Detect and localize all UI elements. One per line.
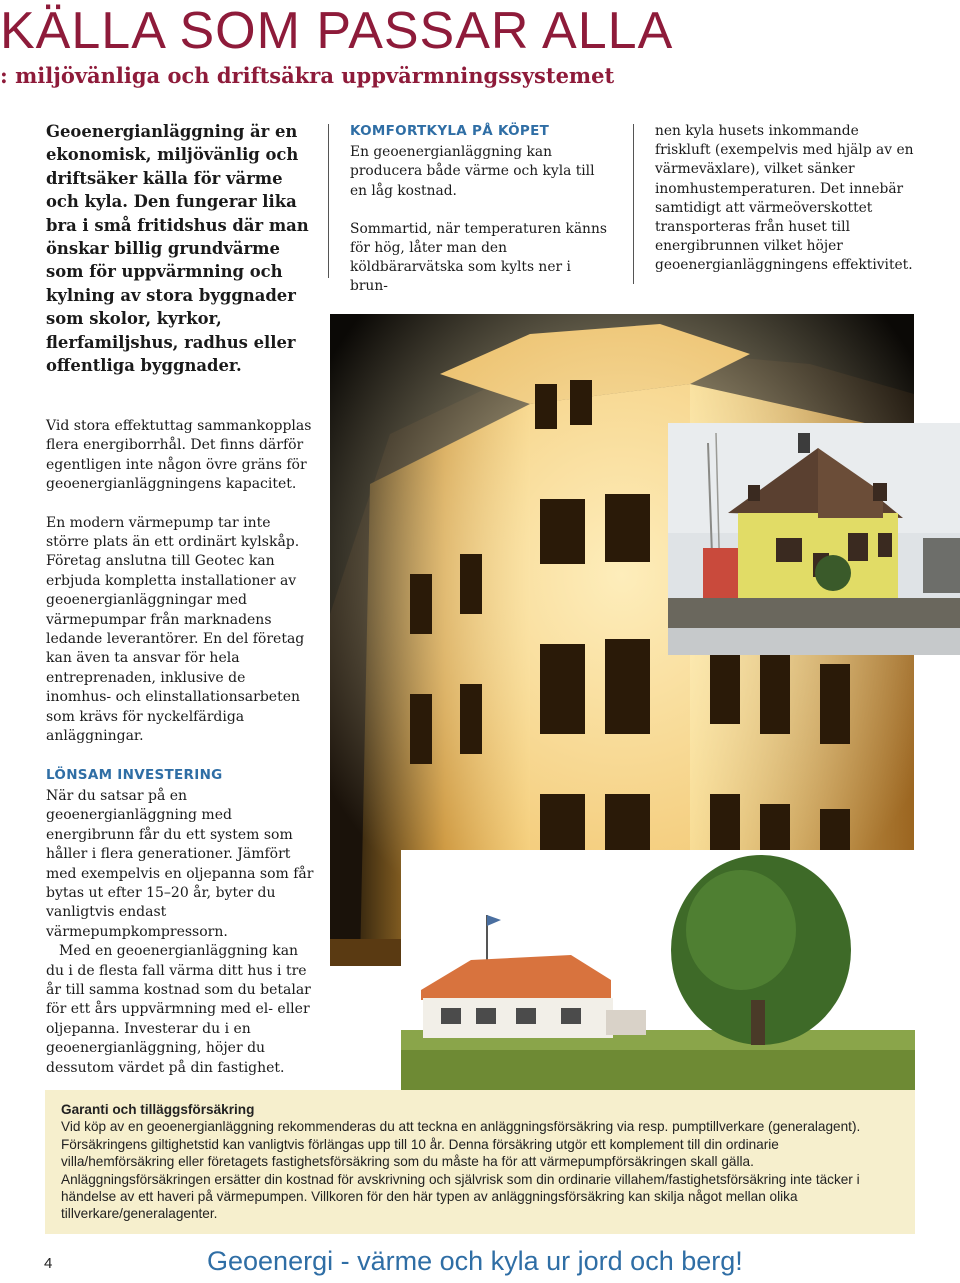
- lead-paragraph: Geoenergianläggning är en ekonomisk, miljövänlig och driftsäker källa för värme och kyla. Den fungerar lika bra i små fritidshus där man önskar billig grundvärme som för uppvärmning och kylning av stora byggnader som skolor, kyrkor, flerfamiljshus, radhus eller offentliga byggnader.: [46, 122, 309, 376]
- column-divider-left: [328, 124, 329, 278]
- yellow-house-illustration: [668, 423, 960, 655]
- column-2: [350, 122, 612, 316]
- col1-paragraph-3: När du satsar på en geoenergianläggning med energibrunn får du ett system som håller i flera generationer. Jämfört med exempelvis en oljepanna som får bytas ut efter 15–20 år, byter du vanligtvis endast värmepumpkompressorn.: [46, 787, 314, 940]
- info-box-text: Vid köp av en geoenergianläggning rekommenderas du att teckna en anläggningsförsäkring via resp. pumptillverkare (generalagent). Försäkringens giltighetstid kan vanligtvis förlängas upp till 10 år. Denna försäkring utgör ett komplement till din ordinarie villa/hemförsäkring eller företagets fastighetsförsäkring som du måste ha för att värmepumpförsäkringen skall gälla. Anläggningsförsäkringen ersätter din kostnad för avskrivning och självrisk som din ordinarie villahem/fastighetsförsäkring inte täcker i händelse av ett haveri på värmepumpen. Villkoren för den här typen av anläggningsförsäkring kan skilja något mellan olika tillverkare/generalagenter.: [61, 1119, 861, 1222]
- col3-paragraph-1: nen kyla husets inkommande friskluft (exempelvis med hjälp av en värmeväxlare), vilket sänker inomhustemperaturen. Det innebär samtidigt att värmeöverskottet transporteras från huset till energibrunnen vilket höjer geoenergianläggningens effektivitet.: [655, 123, 914, 274]
- info-box-title: Garanti och tilläggsförsäkring: [61, 1102, 255, 1117]
- section-heading-komfortkyla: KOMFORTKYLA PÅ KÖPET: [350, 123, 550, 139]
- col2-paragraph-1: En geoenergianläggning kan producera både värme och kyla till en låg kostnad.: [350, 144, 595, 199]
- column-1: [46, 417, 314, 1078]
- col1-paragraph-1: Vid stora effektuttag sammankopplas flera energiborrhål. Det finns därför egentligen inte någon övre gräns för geoenergianläggningens kapacitet.: [46, 418, 312, 493]
- white-house-illustration: [401, 850, 915, 1093]
- page-subtitle: : miljövänliga och driftsäkra uppvärmningssystemet: [0, 63, 615, 88]
- footer-slogan: Geoenergi - värme och kyla ur jord och berg!: [207, 1246, 743, 1276]
- col2-paragraph-2: Sommartid, när temperaturen känns för hög, låter man den köldbärarvätska som kylts ner i brun-: [350, 220, 607, 295]
- photo-white-house: [401, 850, 915, 1093]
- col1-paragraph-2: En modern värmepump tar inte större plats än ett ordinärt kylskåp. Företag anslutna till Geotec kan erbjuda kompletta installationer av geoenergianläggningar med värmepumpar från marknadens ledande leverantörer. En del företag kan även ta ansvar för hela entreprenaden, inklusive de inomhus- och elinstallationsarbeten som krävs för nyckelfärdiga anläggningar.: [46, 514, 305, 745]
- column-3: [655, 122, 915, 276]
- page-number: 4: [44, 1255, 53, 1272]
- col1-paragraph-4: Med en geoenergianläggning kan du i de flesta fall värma ditt hus i tre år till samma kostnad som du betalar för ett års uppvärmning med el- eller oljepanna. Investerar du i en geoenergianläggning, höjer du dessutom värdet på din fastighet.: [46, 943, 311, 1076]
- photo-yellow-house: [668, 423, 960, 655]
- column-divider-right: [633, 124, 634, 284]
- info-box-warranty: [45, 1090, 915, 1234]
- section-heading-lonsam-investering: LÖNSAM INVESTERING: [46, 766, 223, 783]
- page-title: KÄLLA SOM PASSAR ALLA: [0, 2, 674, 60]
